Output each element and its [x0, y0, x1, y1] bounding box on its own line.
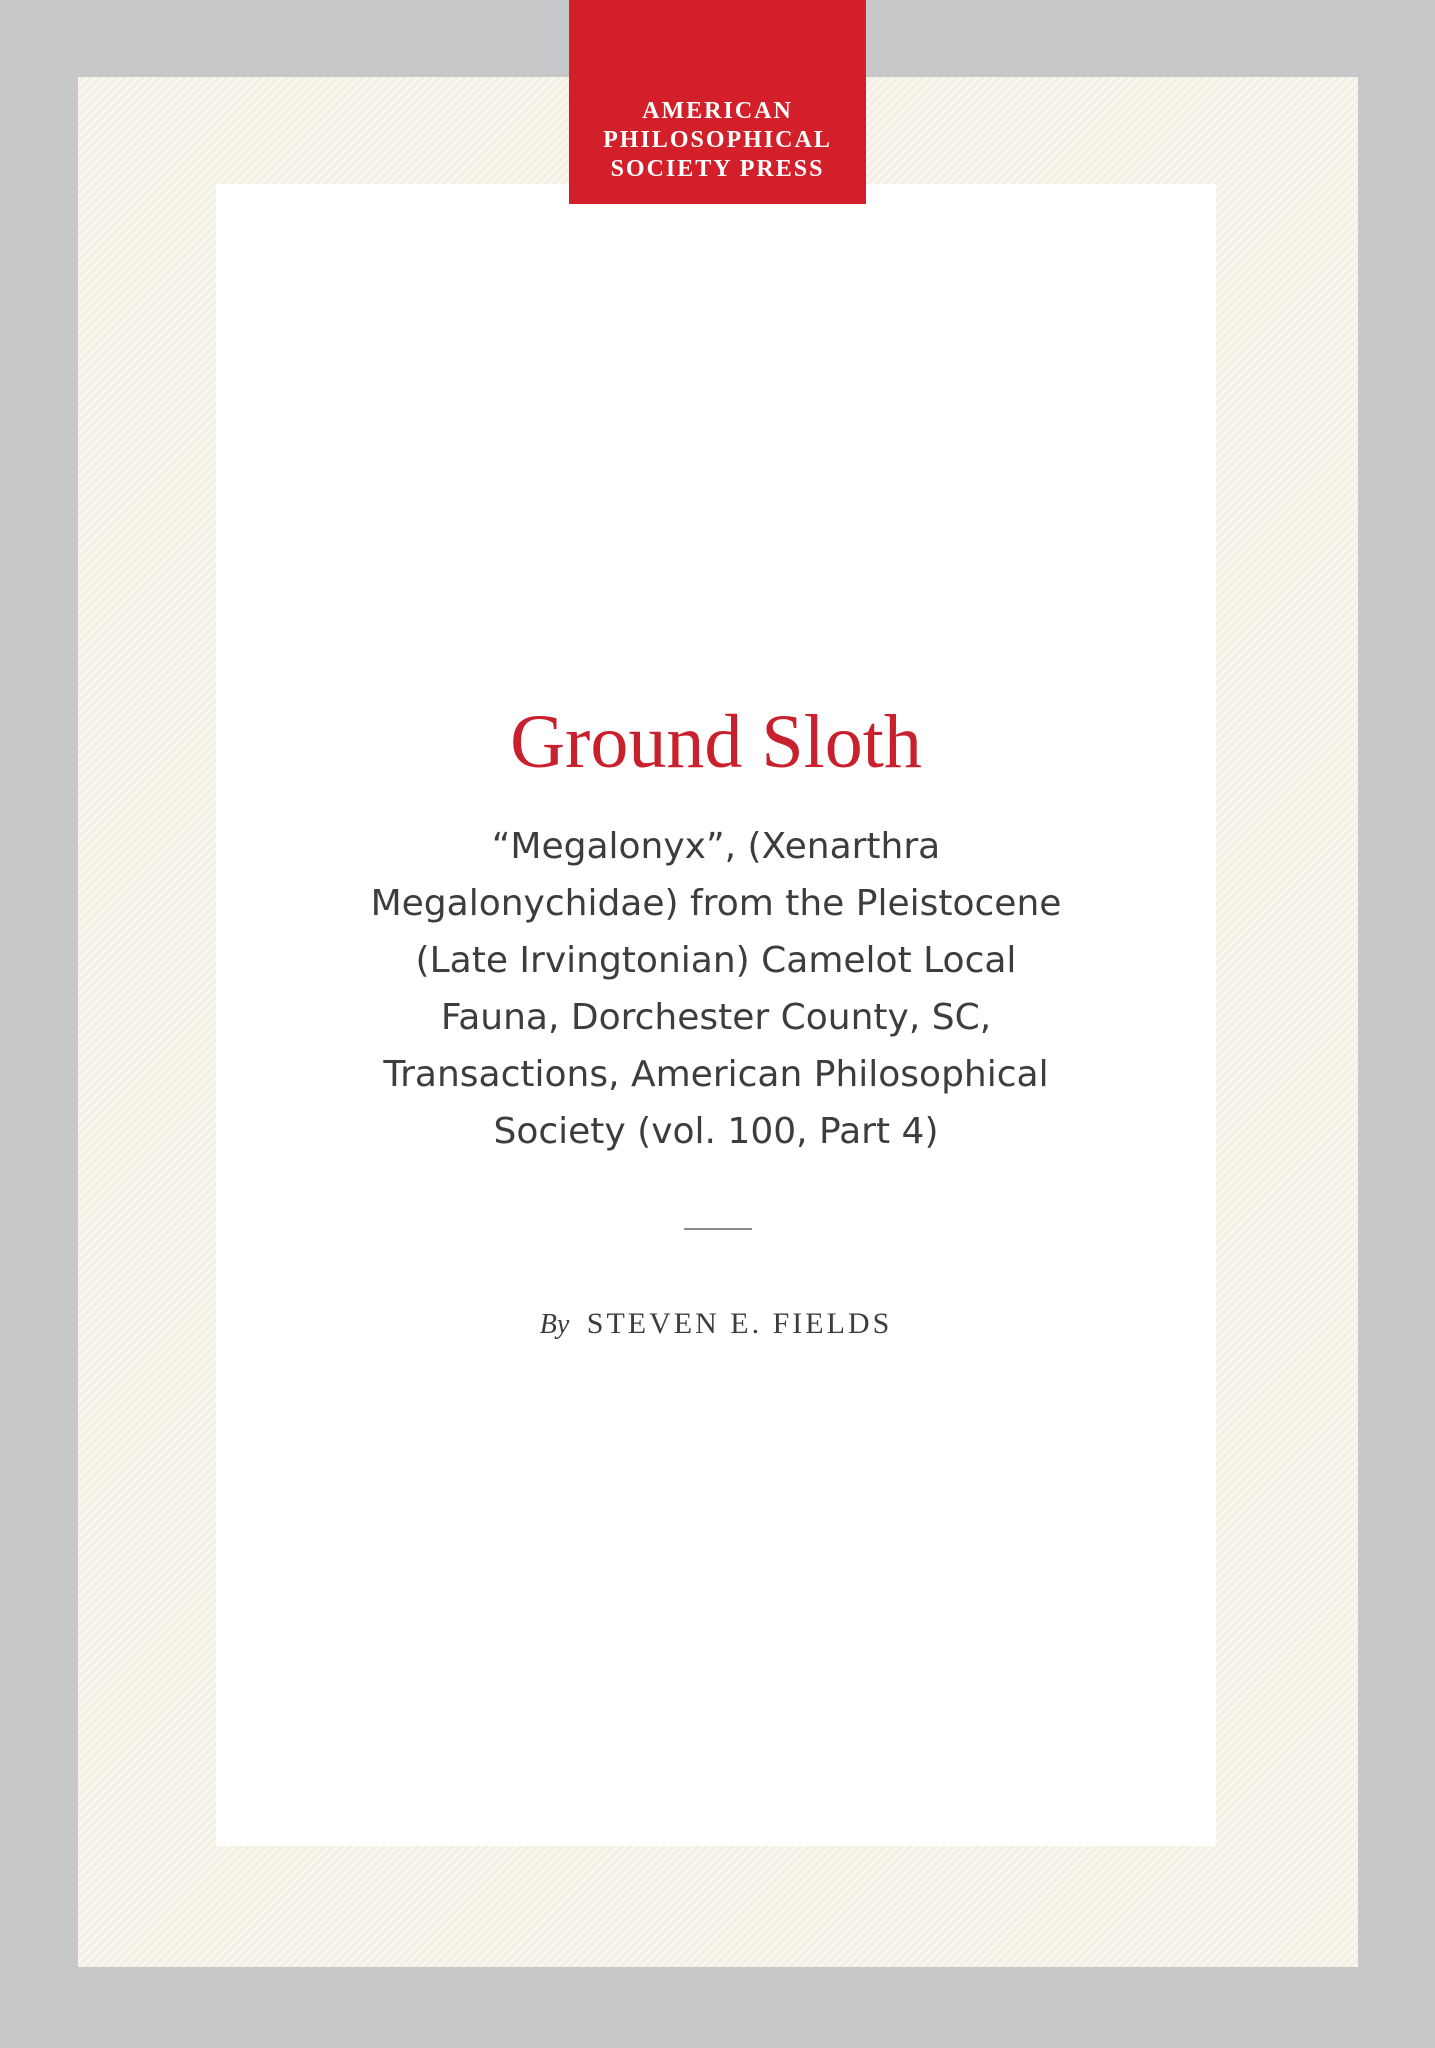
- book-subtitle: [216, 818, 1216, 1160]
- publisher-line-2: PHILOSOPHICAL: [603, 127, 832, 153]
- publisher-line-3: SOCIETY PRESS: [610, 156, 825, 182]
- subtitle-line-6: Society (vol. 100, Part 4): [493, 1111, 939, 1152]
- subtitle-line-2: Megalonychidae) from the Pleistocene: [370, 883, 1062, 924]
- subtitle-line-1: “Megalonyx”, (Xenarthra: [491, 826, 941, 867]
- subtitle-line-5: Transactions, American Philosophical: [383, 1054, 1049, 1095]
- publisher-line-1: AMERICAN: [642, 98, 793, 124]
- byline-author: STEVEN E. FIELDS: [586, 1307, 893, 1340]
- book-title: Ground Sloth: [510, 700, 922, 784]
- subtitle-line-4: Fauna, Dorchester County, SC,: [440, 997, 992, 1038]
- byline-by-label: By: [539, 1309, 570, 1340]
- byline: [216, 1306, 1216, 1343]
- subtitle-line-3: (Late Irvingtonian) Camelot Local: [415, 940, 1017, 981]
- title-divider: [684, 1228, 752, 1230]
- publisher-tab: [569, 0, 866, 204]
